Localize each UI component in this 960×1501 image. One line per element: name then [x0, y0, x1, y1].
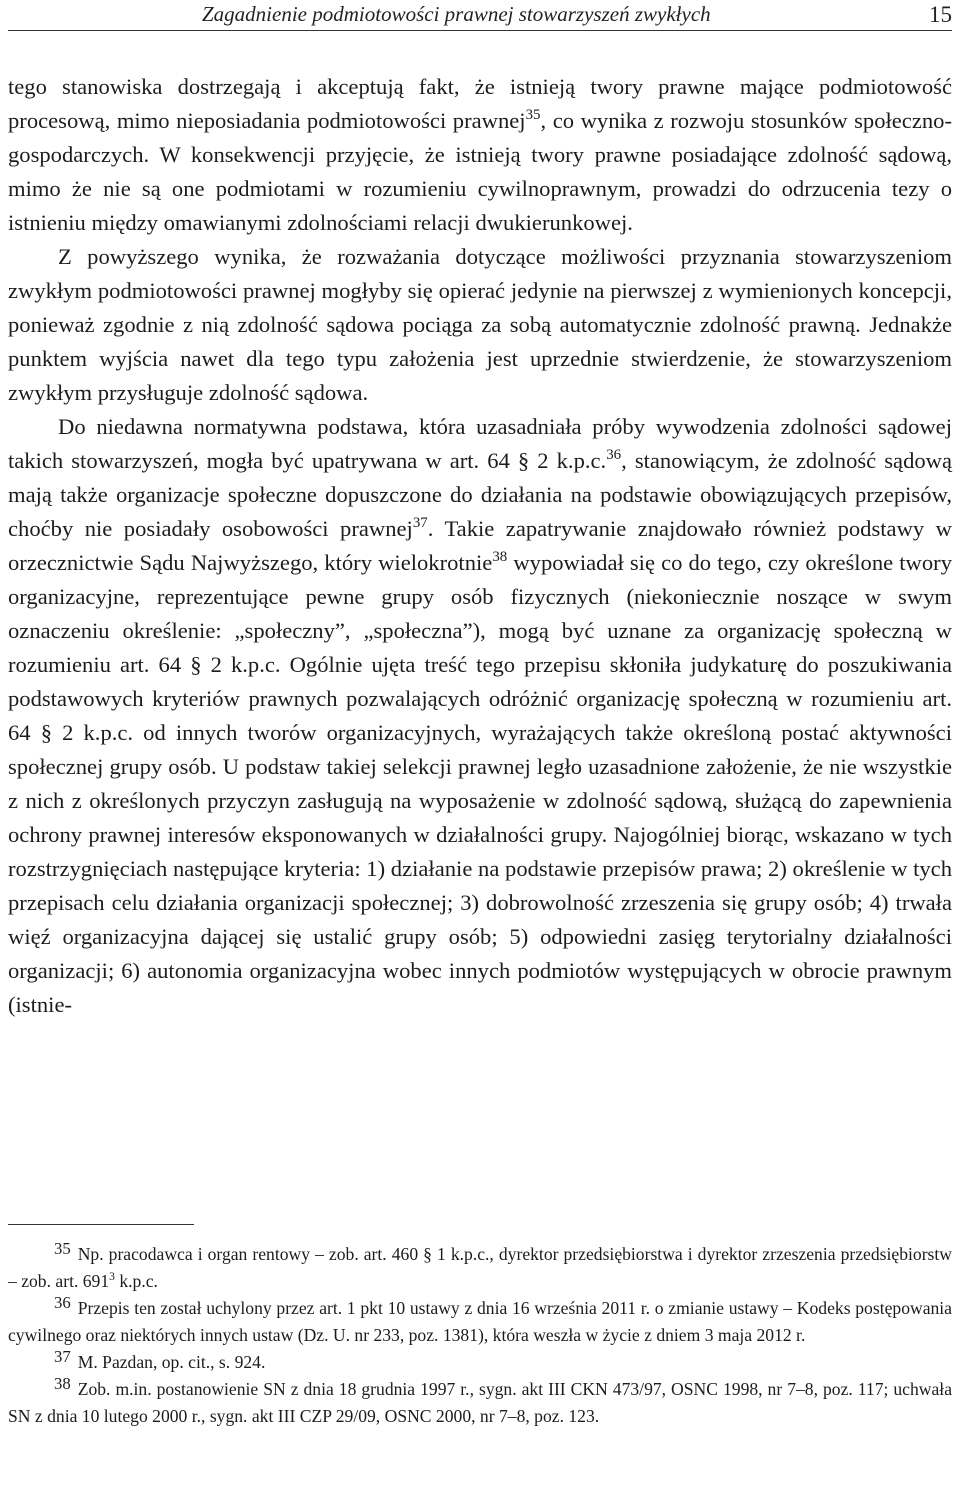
running-header-title: Zagadnienie podmiotowości prawnej stowarzyszeń zwykłych [202, 2, 711, 26]
page-number: 15 [929, 2, 952, 27]
paragraph-3-text-b: , stanowiącym, że zdolność sądową mają także organizacje społeczne dopuszczone do działania na podstawie obowiązujących przepisów, choćby nie posiadały osobowości prawnej [8, 448, 953, 541]
running-header [8, 0, 952, 31]
footnote-38-text: Zob. m.in. postanowienie SN z dnia 18 grudnia 1997 r., sygn. akt III CKN 473/97, OSNC 1998, nr 7–8, poz. 117; uchwała SN z dnia 10 lutego 2000 r., sygn. akt III CZP 29/09, OSNC 2000, nr 7–8, poz. 123. [8, 1379, 952, 1426]
footnote-35-superscript: 3 [109, 1269, 115, 1283]
paragraph-1 [8, 70, 952, 240]
paragraph-3-text-d: wypowiadał się co do tego, czy określone twory organizacyjne, reprezentujące pewne grupy osób fizycznych (niekoniecznie noszące w swym oznaczeniu określenie: „społeczny”, „społeczna”), mogą być uznane za organizację społeczną w rozumieniu art. 64 § 2 k.p.c. Ogólnie ujęta treść tego przepisu skłoniła judykaturę do poszukiwania podstawowych kryteriów prawnych pozwalających odróżnić organizację społeczną w rozumieniu art. 64 § 2 k.p.c. od innych tworów organizacyjnych, wyrażających także określoną postać aktywności społecznej grupy osób. U podstaw takiej selekcji prawnej legło uzasadnione założenie, że nie wszystkie z nich z określonych przyczyn zasługują na wyposażenie w zdolność sądową, służącą do zapewnienia ochrony prawnej interesów eksponowanych w działalności grupy. Najogólniej biorąc, wskazano w tych rozstrzygnięciach następujące kryteria: 1) działanie na podstawie przepisów prawa; 2) określenie w tych przepisach celu działania organizacji społecznej; 3) dobrowolność zrzeszenia się grupy osób; 4) trwała więź organizacyjna dającej się ustalić grupy osób; 5) odpowiedni zasięg terytorialny działalności organizacji; 6) autonomia organizacyjna wobec innych podmiotów występujących w obrocie prawnym (istnie- [8, 550, 952, 1017]
footnote-36 [8, 1295, 952, 1349]
footnote-35-text-a: Np. pracodawca i organ rentowy – zob. art. 460 § 1 k.p.c., dyrektor przedsiębiorstwa i dyrektor zrzeszenia przedsiębiorstw – zob. art. 691 [8, 1244, 952, 1291]
main-text [8, 70, 952, 1022]
footnotes [8, 1241, 952, 1430]
footnote-36-text: Przepis ten został uchylony przez art. 1 pkt 10 ustawy z dnia 16 września 2011 r. o zmianie ustawy – Kodeks postępowania cywilnego oraz niektórych innych ustaw (Dz. U. nr 233, poz. 1381), która weszła w życie z dniem 3 maja 2012 r. [8, 1298, 952, 1345]
footnote-separator [8, 1224, 194, 1225]
paragraph-2: Z powyższego wynika, że rozważania dotyczące możliwości przyznania stowarzyszeniom zwykłym podmiotowości prawnej mogłyby się opierać jedynie na pierwszej z wymienionych koncepcji, ponieważ zgodnie z nią zdolność sądowa pociąga za sobą automatycznie zdolność prawną. Jednakże punktem wyjścia nawet dla tego typu założenia jest uprzednie stwierdzenie, że stowarzyszeniom zwykłym przysługuje zdolność sądowa. [8, 244, 952, 405]
footnote-ref-36: 36 [606, 446, 622, 463]
paragraph-3-text-c: . Takie zapatrywanie znajdowało również podstawy w orzecznictwie Sądu Najwyższego, który wielokrotnie [8, 516, 952, 575]
footnote-35 [8, 1241, 952, 1295]
footnote-number: 36 [54, 1293, 71, 1313]
footnote-number: 37 [54, 1347, 71, 1367]
footnote-35-text-b: k.p.c. [114, 1271, 158, 1291]
paragraph-3 [8, 410, 952, 1022]
paragraph-1-text-b: , co wynika z rozwoju stosunków społeczno-gospodarczych. W konsekwencji przyjęcie, że istnieją twory prawne posiadające zdolność sądową, mimo że nie są one podmiotami w rozumieniu cywilnoprawnym, prowadzi do odrzucenia tezy o istnieniu między omawianymi zdolnościami relacji dwukierunkowej. [8, 108, 952, 235]
footnote-ref-35: 35 [525, 106, 541, 123]
footnote-ref-37: 37 [412, 514, 428, 531]
footnote-37 [8, 1349, 952, 1376]
footnote-37-text: M. Pazdan, op. cit., s. 924. [77, 1352, 266, 1372]
paragraph-1-text-a: tego stanowiska dostrzegają i akceptują fakt, że istnieją twory prawne mające podmiotowość procesową, mimo nieposiadania podmiotowości prawnej [8, 74, 952, 133]
footnote-38 [8, 1376, 952, 1430]
paragraph-3-text-a: Do niedawna normatywna podstawa, która uzasadniała próby wywodzenia zdolności sądowej takich stowarzyszeń, mogła być upatrywana w art. 64 § 2 k.p.c. [8, 414, 952, 473]
footnote-number: 38 [54, 1374, 71, 1394]
footnote-number: 35 [54, 1239, 71, 1259]
footnote-ref-38: 38 [492, 548, 508, 565]
